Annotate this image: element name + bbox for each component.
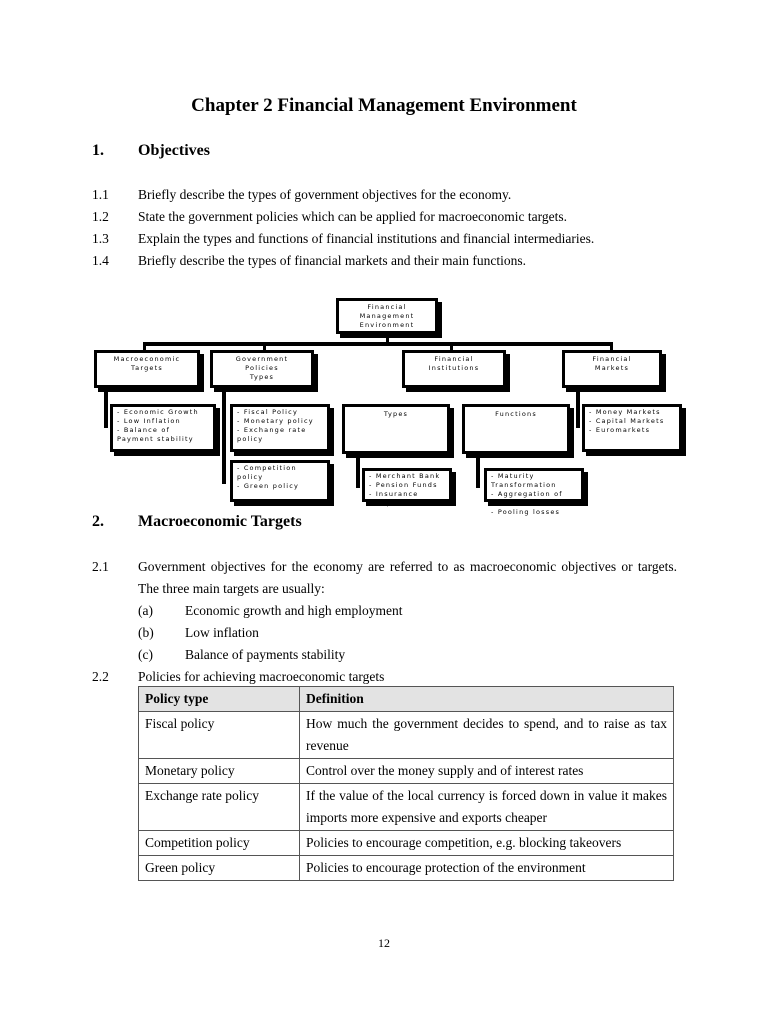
table-cell: How much the government decides to spend, and to raise as tax revenue (300, 712, 674, 759)
section-title: Objectives (138, 142, 210, 159)
item-text: Briefly describe the types of government objectives for the economy. (138, 187, 512, 202)
box-label: Functions (495, 410, 537, 418)
sub-item-label: (c) (138, 647, 153, 662)
section-1-heading (92, 142, 210, 160)
fin-markets-box (562, 350, 662, 388)
sub-item-text: Low inflation (185, 625, 259, 640)
item-text: Explain the types and functions of financial institutions and financial intermediaries. (138, 231, 595, 246)
box-list-item: - Green policy (237, 482, 323, 491)
table-header-row (139, 687, 674, 712)
column-header: Policy type (139, 687, 300, 712)
table-cell: Exchange rate policy (139, 784, 300, 831)
macro-targets-box (94, 350, 200, 388)
sub-item-text: Economic growth and high employment (185, 603, 403, 618)
item-text: State the government policies which can be applied for macroeconomic targets. (138, 209, 567, 224)
table-row (139, 856, 674, 881)
box-label: Financial (434, 355, 474, 363)
box-list-item: - Low Inflation (117, 417, 209, 426)
box-list-item: - Money Markets (589, 408, 675, 417)
table-row (139, 784, 674, 831)
item-number: 1.4 (92, 253, 109, 268)
table-cell: Policies to encourage competition, e.g. blocking takeovers (300, 831, 674, 856)
paragraph-text: Government objectives for the economy are referred to as macroeconomic objectives or targets. The three main targets are usually: (138, 559, 677, 596)
table-cell: Monetary policy (139, 759, 300, 784)
gov-items-box-2 (230, 460, 330, 502)
box-label: Targets (131, 364, 163, 372)
paragraph-number: 2.1 (92, 559, 109, 574)
connector-line (476, 452, 480, 488)
table-row (139, 759, 674, 784)
types-items-box (362, 468, 452, 507)
types-box (342, 404, 450, 454)
box-label: Financial (367, 303, 407, 311)
item-number: 1.3 (92, 231, 109, 246)
box-label: Types (383, 410, 409, 418)
policy-table (138, 686, 674, 881)
table-row (139, 831, 674, 856)
functions-items-box (484, 468, 584, 516)
box-label: Government (235, 355, 289, 363)
box-label: Macroeconomic (113, 355, 181, 363)
box-list-item: - Fiscal Policy (237, 408, 323, 417)
box-label: Policies (245, 364, 279, 372)
box-label: Markets (594, 364, 630, 372)
box-label: Financial (592, 355, 632, 363)
table-cell: Policies to encourage protection of the environment (300, 856, 674, 881)
section-number: 1. (92, 142, 104, 159)
sub-item (138, 622, 259, 644)
item-number: 1.1 (92, 187, 109, 202)
objective-item (92, 228, 594, 250)
box-list-item: - Pension Funds (369, 481, 445, 490)
sub-item (138, 644, 345, 666)
box-list-item: - Insurance companies (369, 490, 445, 508)
paragraph-item (92, 666, 384, 688)
objective-item (92, 250, 526, 272)
box-label: Types (249, 373, 275, 381)
box-list-item: - Monetary policy (237, 417, 323, 426)
functions-box (462, 404, 570, 454)
box-list-item: - Economic Growth (117, 408, 209, 417)
box-label: Management (359, 312, 415, 320)
box-list-item: - Competition policy (237, 464, 323, 482)
box-list-item: - Pooling losses (491, 508, 577, 517)
box-list-item: - Euromarkets (589, 426, 675, 435)
connector-line (222, 388, 226, 484)
section-number: 2. (92, 513, 104, 530)
box-list-item: - Maturity Transformation (491, 472, 577, 490)
macro-items-box (110, 404, 216, 452)
section-2-heading (92, 513, 302, 531)
market-items-box (582, 404, 682, 452)
connector-line (356, 452, 360, 488)
item-number: 1.2 (92, 209, 109, 224)
gov-policies-box (210, 350, 314, 388)
sub-item-text: Balance of payments stability (185, 647, 346, 662)
sub-item (138, 600, 402, 622)
gov-items-box-1 (230, 404, 330, 452)
item-text: Briefly describe the types of financial markets and their main functions. (138, 253, 526, 268)
section-title: Macroeconomic Targets (138, 513, 302, 530)
box-list-item: - Capital Markets (589, 417, 675, 426)
box-list-item: - Exchange rate policy (237, 426, 323, 444)
page-number: 12 (378, 936, 390, 950)
column-header: Definition (300, 687, 674, 712)
table-cell: Green policy (139, 856, 300, 881)
table-cell: Competition policy (139, 831, 300, 856)
page-title: Chapter 2 Financial Management Environment (191, 95, 577, 116)
box-list-item: - Aggregation of Funds (491, 490, 577, 508)
paragraph-number: 2.2 (92, 669, 109, 684)
paragraph-text: Policies for achieving macroeconomic targets (138, 669, 385, 684)
box-list-item: - Merchant Bank (369, 472, 445, 481)
table-cell: If the value of the local currency is forced down in value it makes imports more expensive and exports cheaper (300, 784, 674, 831)
sub-item-label: (b) (138, 625, 154, 640)
box-label: Environment (359, 321, 415, 329)
table-cell: Fiscal policy (139, 712, 300, 759)
diagram-root-box (336, 298, 438, 334)
connector-line (143, 342, 613, 346)
table-cell: Control over the money supply and of interest rates (300, 759, 674, 784)
connector-line (104, 388, 108, 428)
box-label: Institutions (428, 364, 480, 372)
fin-institutions-box (402, 350, 506, 388)
objective-item (92, 184, 511, 206)
table-row (139, 712, 674, 759)
box-list-item: - Balance of Payment stability (117, 426, 209, 444)
objective-item (92, 206, 567, 228)
sub-item-label: (a) (138, 603, 153, 618)
connector-line (576, 388, 580, 428)
